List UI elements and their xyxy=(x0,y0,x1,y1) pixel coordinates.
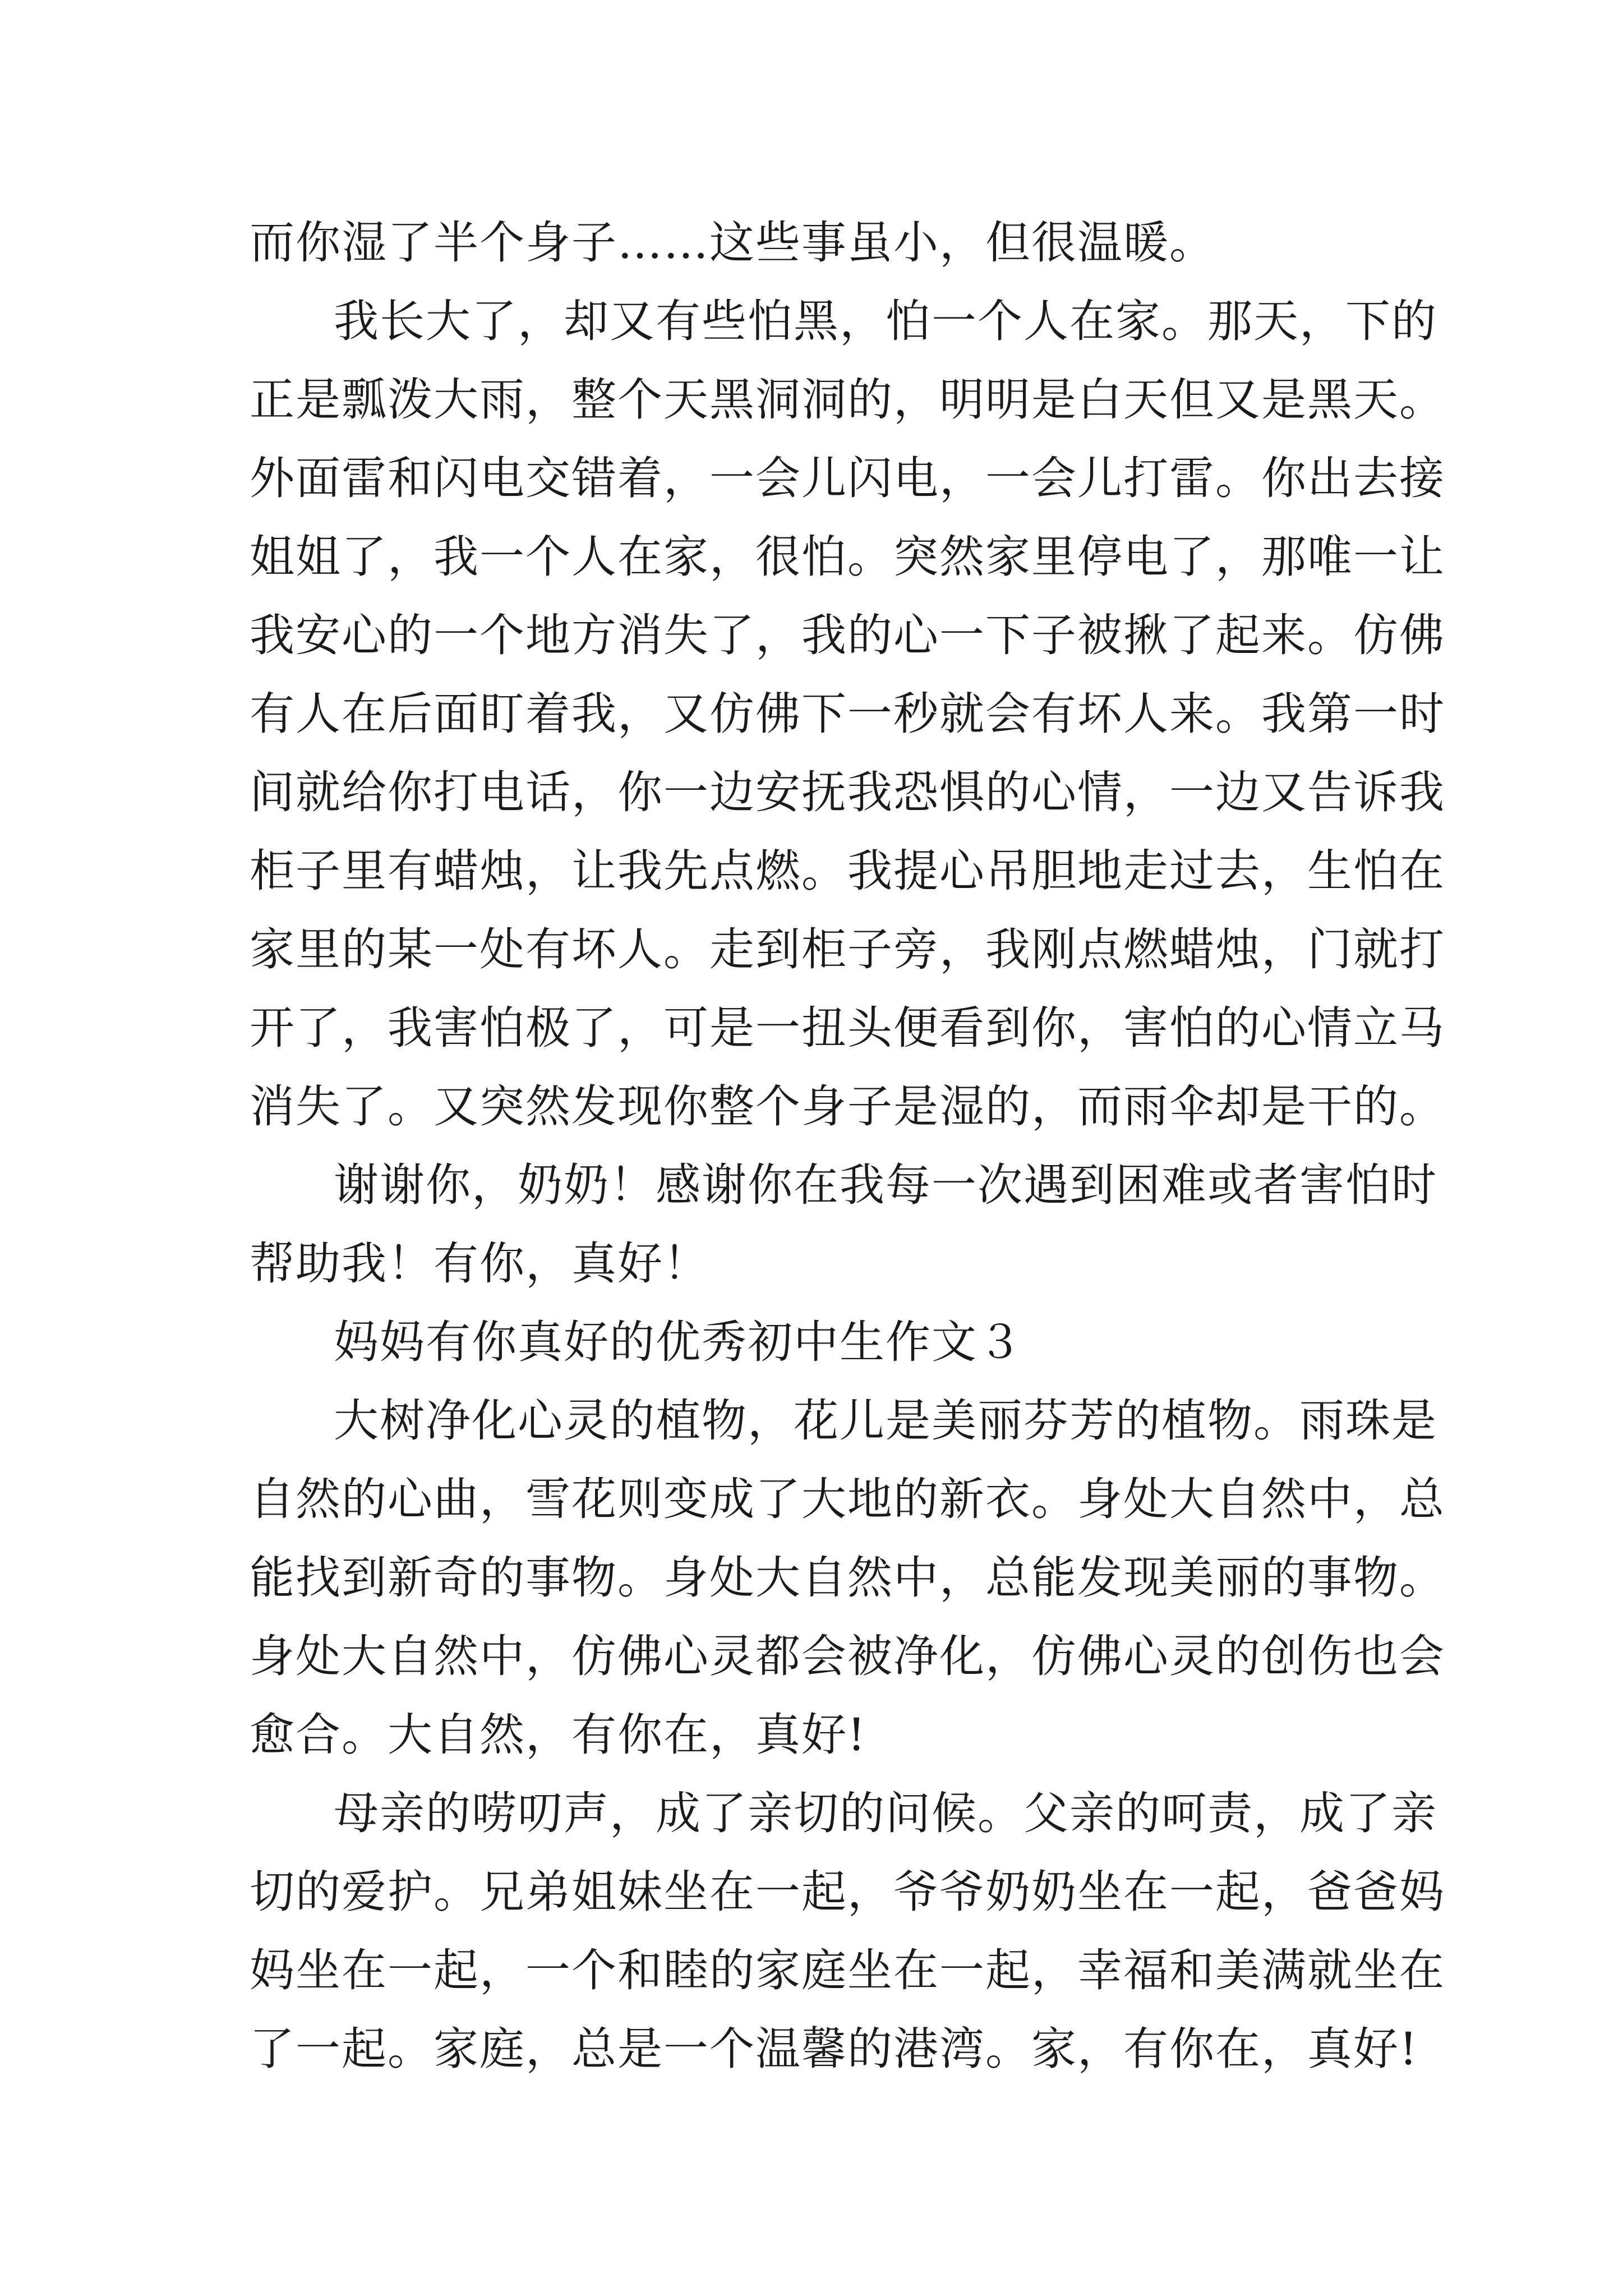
text-line: 切的爱护。兄弟姐妹坐在一起，爷爷奶奶坐在一起，爸爸妈 xyxy=(250,1866,1445,1918)
text-line: 自然的心曲，雪花则变成了大地的新衣。身处大自然中，总 xyxy=(250,1473,1445,1525)
text-line: 柜子里有蜡烛，让我先点燃。我提心吊胆地走过去，生怕在 xyxy=(250,845,1445,897)
text-line: 外面雷和闪电交错着，一会儿闪电，一会儿打雷。你出去接 xyxy=(250,452,1445,504)
text-line: 而你湿了半个身子……这些事虽小，但很温暖。 xyxy=(250,217,1215,269)
paragraph-start-line: 母亲的唠叨声，成了亲切的问候。父亲的呵责，成了亲 xyxy=(334,1787,1437,1839)
text-line: 开了，我害怕极了，可是一扭头便看到你，害怕的心情立马 xyxy=(250,1002,1445,1054)
text-line: 正是瓢泼大雨，整个天黑洞洞的，明明是白天但又是黑天。 xyxy=(250,374,1445,426)
text-line: 了一起。家庭，总是一个温馨的港湾。家，有你在，真好! xyxy=(250,2023,1419,2075)
text-line: 间就给你打电话，你一边安抚我恐惧的心情，一边又告诉我 xyxy=(250,766,1445,818)
paragraph-start-line: 谢谢你，奶奶！感谢你在我每一次遇到困难或者害怕时 xyxy=(334,1159,1437,1211)
paragraph-start-line: 我长大了，却又有些怕黑，怕一个人在家。那天，下的 xyxy=(334,295,1437,347)
text-line: 身处大自然中，仿佛心灵都会被净化，仿佛心灵的创伤也会 xyxy=(250,1630,1445,1682)
text-line: 能找到新奇的事物。身处大自然中，总能发现美丽的事物。 xyxy=(250,1552,1445,1604)
text-line: 愈合。大自然，有你在，真好! xyxy=(250,1709,867,1761)
text-line: 消失了。又突然发现你整个身子是湿的，而雨伞却是干的。 xyxy=(250,1080,1445,1133)
text-line: 妈坐在一起，一个和睦的家庭坐在一起，幸福和美满就坐在 xyxy=(250,1944,1445,1996)
text-line: 家里的某一处有坏人。走到柜子旁，我刚点燃蜡烛，门就打 xyxy=(250,923,1445,976)
section-heading: 妈妈有你真好的优秀初中生作文３ xyxy=(334,1316,1023,1368)
text-line: 帮助我！有你，真好！ xyxy=(250,1237,709,1290)
text-line: 姐姐了，我一个人在家，很怕。突然家里停电了，那唯一让 xyxy=(250,531,1445,583)
text-line: 我安心的一个地方消失了，我的心一下子被揪了起来。仿佛 xyxy=(250,609,1445,661)
paragraph-start-line: 大树净化心灵的植物，花儿是美丽芬芳的植物。雨珠是 xyxy=(334,1395,1437,1447)
text-line: 有人在后面盯着我，又仿佛下一秒就会有坏人来。我第一时 xyxy=(250,688,1445,740)
